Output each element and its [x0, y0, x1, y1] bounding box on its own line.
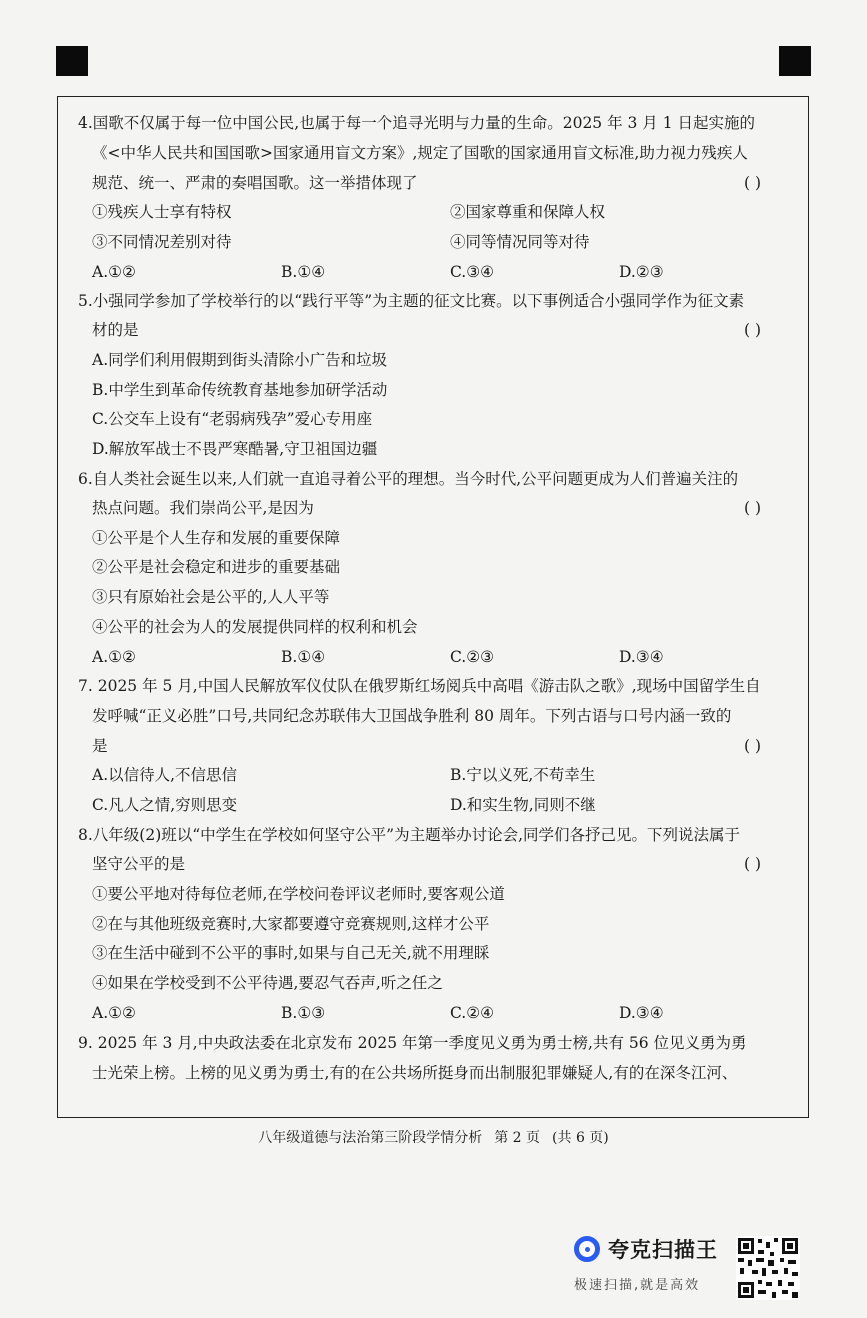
q4-answer-blank[interactable]: ( )	[744, 174, 762, 192]
q4-option-d[interactable]: D.②③	[619, 263, 664, 281]
q4-line-1: 4.国歌不仅属于每一位中国公民,也属于每一个追寻光明与力量的生命。2025 年 3 月 1 日起实施的	[78, 114, 756, 132]
q6-statement-3: ③只有原始社会是公平的,人人平等	[92, 588, 330, 606]
q6-option-a[interactable]: A.①②	[92, 648, 136, 666]
q6-option-b[interactable]: B.①④	[281, 648, 326, 666]
q4-line-2: 《<中华人民共和国国歌>国家通用盲文方案》,规定了国歌的国家通用盲文标准,助力视力残疾人	[92, 144, 748, 162]
scanner-slogan: 极速扫描,就是高效	[574, 1278, 701, 1293]
q6-option-c[interactable]: C.②③	[450, 648, 495, 666]
q8-option-b[interactable]: B.①③	[281, 1004, 326, 1022]
q5-answer-blank[interactable]: ( )	[744, 321, 762, 339]
scanner-app-name: 夸克扫描王	[608, 1238, 718, 1262]
q8-option-d[interactable]: D.③④	[619, 1004, 664, 1022]
q7-answer-blank[interactable]: ( )	[744, 737, 762, 755]
q6-statement-2: ②公平是社会稳定和进步的重要基础	[92, 558, 341, 576]
qr-code-icon	[736, 1236, 800, 1300]
q4-line-3: 规范、统一、严肃的奏唱国歌。这一举措体现了	[92, 174, 418, 192]
footer-title: 八年级道德与法治第三阶段学情分析	[258, 1130, 483, 1146]
q9-line-1: 9. 2025 年 3 月,中央政法委在北京发布 2025 年第一季度见义勇为勇士榜,共有 56 位见义勇为勇	[78, 1034, 747, 1052]
footer-page-number: 第 2 页	[494, 1130, 541, 1146]
q5-option-b[interactable]: B.中学生到革命传统教育基地参加研学活动	[92, 381, 388, 399]
page-footer	[0, 1128, 867, 1148]
scanner-watermark	[574, 1236, 734, 1308]
q7-option-d[interactable]: D.和实生物,同则不继	[450, 796, 596, 814]
q4-statement-3: ③不同情况差别对待	[92, 233, 232, 251]
q7-line-1: 7. 2025 年 5 月,中国人民解放军仪仗队在俄罗斯红场阅兵中高唱《游击队之歌》,现场中国留学生自	[78, 677, 761, 695]
q5-line-2: 材的是	[92, 321, 139, 339]
footer-total-pages: (共 6 页)	[552, 1130, 609, 1146]
q4-option-c[interactable]: C.③④	[450, 263, 495, 281]
q5-option-a[interactable]: A.同学们利用假期到街头清除小广告和垃圾	[92, 351, 388, 369]
q8-answer-blank[interactable]: ( )	[744, 855, 762, 873]
q8-statement-3: ③在生活中碰到不公平的事时,如果与自己无关,就不用理睬	[92, 944, 490, 962]
q4-statement-2: ②国家尊重和保障人权	[450, 203, 606, 221]
q8-statement-1: ①要公平地对待每位老师,在学校问卷评议老师时,要客观公道	[92, 885, 505, 903]
q6-line-1: 6.自人类社会诞生以来,人们就一直追寻着公平的理想。当今时代,公平问题更成为人们普遍关注的	[78, 470, 739, 488]
q5-option-d[interactable]: D.解放军战士不畏严寒酷暑,守卫祖国边疆	[92, 440, 378, 458]
registration-mark-left	[56, 46, 88, 76]
q4-option-b[interactable]: B.①④	[281, 263, 326, 281]
quark-logo-icon	[574, 1236, 600, 1262]
q8-line-1: 8.八年级(2)班以“中学生在学校如何坚守公平”为主题举办讨论会,同学们各抒己见。下列说法属于	[78, 826, 741, 844]
registration-mark-right	[779, 46, 811, 76]
q4-statement-4: ④同等情况同等对待	[450, 233, 590, 251]
q5-option-c[interactable]: C.公交车上设有“老弱病残孕”爱心专用座	[92, 410, 373, 428]
q6-statement-1: ①公平是个人生存和发展的重要保障	[92, 529, 341, 547]
q6-statement-4: ④公平的社会为人的发展提供同样的权利和机会	[92, 618, 418, 636]
q7-option-a[interactable]: A.以信待人,不信思信	[92, 766, 238, 784]
q7-option-c[interactable]: C.凡人之情,穷则思变	[92, 796, 238, 814]
q8-option-a[interactable]: A.①②	[92, 1004, 136, 1022]
q5-line-1: 5.小强同学参加了学校举行的以“践行平等”为主题的征文比赛。以下事例适合小强同学作为征文素	[78, 292, 745, 310]
q8-line-2: 坚守公平的是	[92, 855, 186, 873]
q6-option-d[interactable]: D.③④	[619, 648, 664, 666]
q8-statement-4: ④如果在学校受到不公平待遇,要忍气吞声,听之任之	[92, 974, 443, 992]
q4-option-a[interactable]: A.①②	[92, 263, 136, 281]
q6-answer-blank[interactable]: ( )	[744, 499, 762, 517]
q7-line-2: 发呼喊“正义必胜”口号,共同纪念苏联伟大卫国战争胜利 80 周年。下列古语与口号内涵一致的	[92, 707, 732, 725]
q8-option-c[interactable]: C.②④	[450, 1004, 495, 1022]
q4-statement-1: ①残疾人士享有特权	[92, 203, 232, 221]
q9-line-2: 士光荣上榜。上榜的见义勇为勇士,有的在公共场所挺身而出制服犯罪嫌疑人,有的在深冬江河、	[92, 1064, 738, 1082]
q7-option-b[interactable]: B.宁以义死,不苟幸生	[450, 766, 596, 784]
q7-line-3: 是	[92, 737, 108, 755]
q8-statement-2: ②在与其他班级竞赛时,大家都要遵守竞赛规则,这样才公平	[92, 915, 490, 933]
q6-line-2: 热点问题。我们崇尚公平,是因为	[92, 499, 314, 517]
